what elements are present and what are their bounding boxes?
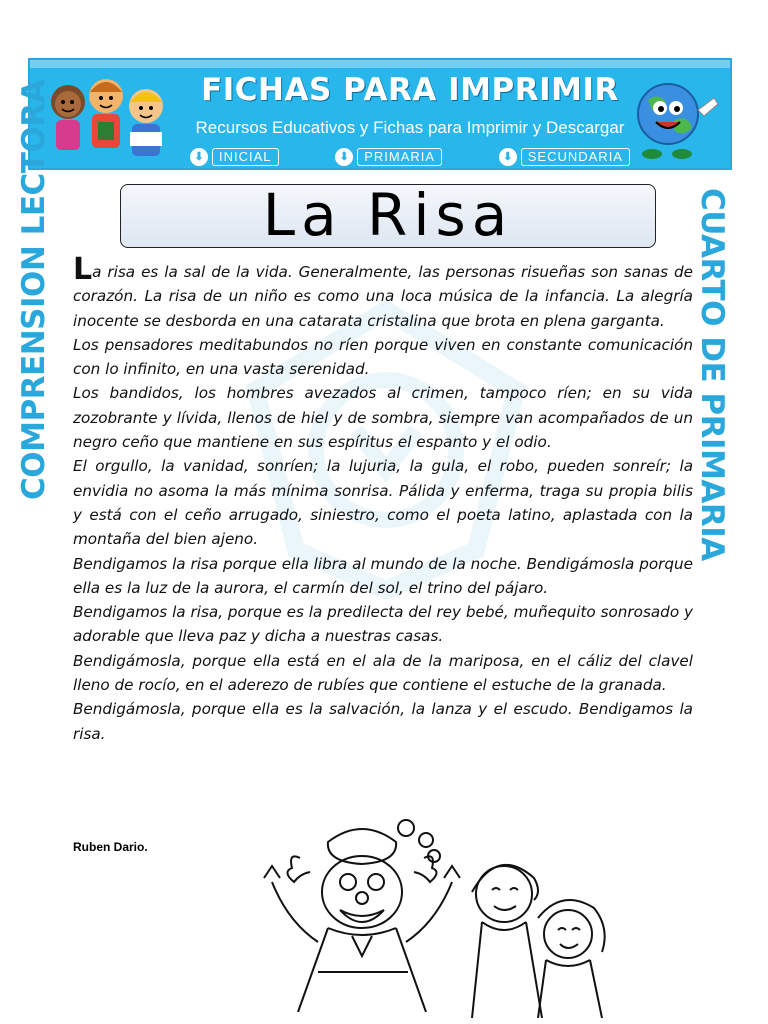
juggling-clown-illustration: [258, 812, 468, 1012]
download-arrow-icon: ⬇: [335, 148, 353, 166]
site-subtitle: Recursos Educativos y Fichas para Imprimir y Descargar: [195, 118, 625, 137]
page-title: La Risa: [262, 181, 514, 249]
paragraph: Bendigamos la risa, porque es la predilecta del rey bebé, muñequito sonrosado y adorable que lleva paz y dicha a nuestras casas.: [73, 603, 693, 646]
paragraph: El orgullo, la vanidad, sonríen; la lujuria, la gula, el robo, pueden sonreír; la envidia no asoma la más mínima sonrisa. Pálida y enferma, traga su propia bilis y está con el ceño arrugado, siniestro, como el poeta latino, aplastada con la montaña del bien ajeno.: [73, 457, 693, 549]
paragraph: [73, 252, 693, 333]
paragraph-text: a risa es la sal de la vida. Generalmente, las personas risueñas son sanas de corazón. La risa de un niño es como una loca música de la infancia. La alegría inocente se desborda en una catarata cristalina que brota en plena garganta.: [73, 263, 693, 330]
banner-nav: [190, 146, 630, 168]
paragraph: Los pensadores meditabundos no ríen porque viven en constante comunicación con lo infinito, en una vasta serenidad.: [73, 335, 693, 379]
paragraph: Los bandidos, los hombres avezados al crimen, tampoco ríen; en su vida zozobrante y lívida, llenos de hiel y de sombra, siempre van acompañados de un negro ceño que mantiene en sus espíritus el espanto y el odio.: [73, 384, 693, 452]
nav-secundaria[interactable]: [499, 147, 630, 167]
kids-reading-illustration: [38, 66, 178, 166]
drop-cap: L: [73, 252, 93, 287]
header-banner: [28, 58, 732, 170]
author: Ruben Dario.: [73, 840, 148, 854]
smiling-children-illustration: [462, 848, 612, 1018]
download-arrow-icon: ⬇: [499, 148, 517, 166]
nav-primaria[interactable]: [335, 147, 442, 167]
nav-label: PRIMARIA: [357, 148, 442, 166]
paragraph: Bendigámosla, porque ella está en el ala de la mariposa, en el cáliz del clavel lleno de rocío, en el aderezo de rubíes que contiene el estuche de la granada.: [73, 651, 693, 695]
nav-label: SECUNDARIA: [521, 148, 630, 166]
paragraph: Bendigámosla, porque ella es la salvación, la lanza y el escudo. Bendigamos la risa.: [73, 700, 693, 743]
download-arrow-icon: ⬇: [190, 148, 208, 166]
site-title: FICHAS PARA IMPRIMIR: [201, 72, 619, 108]
paragraph: Bendigamos la risa porque ella libra al mundo de la noche. Bendigámosla porque ella es la luz de la aurora, el carmín del sol, el trino del pájaro.: [73, 554, 693, 597]
side-label-left: COMPRENSION LECTORA: [16, 79, 52, 500]
title-box: [120, 181, 656, 249]
nav-inicial[interactable]: [190, 147, 279, 167]
globe-mascot-illustration: [622, 70, 722, 166]
nav-label: INICIAL: [212, 148, 279, 166]
side-label-right: CUARTO DE PRIMARIA: [694, 188, 730, 561]
reading-text: [73, 252, 693, 746]
